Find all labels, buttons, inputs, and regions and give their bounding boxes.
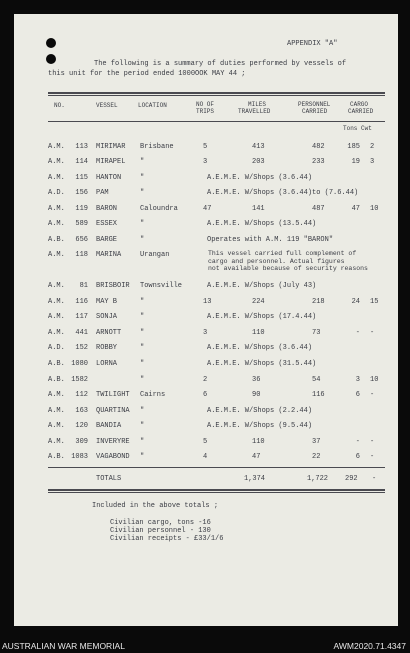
cell-trips: 5 bbox=[203, 143, 208, 151]
cell-trips: 3 bbox=[203, 158, 208, 166]
cell-location: " bbox=[140, 329, 145, 337]
cell-miles: 203 bbox=[252, 158, 265, 166]
cell-tons: - bbox=[355, 329, 360, 337]
cell-remark: A.E.M.E. W/Shops (3.6.44) bbox=[207, 344, 313, 352]
cell-number: 309 bbox=[75, 438, 88, 446]
cell-location: Brisbane bbox=[140, 143, 174, 151]
cell-prefix: A.M. bbox=[48, 298, 65, 306]
intro-line-1: The following is a summary of duties performed by vessels of bbox=[94, 60, 347, 68]
cell-number: 112 bbox=[75, 391, 88, 399]
cell-vessel: PAM bbox=[96, 189, 109, 197]
cell-vessel: QUARTINA bbox=[96, 407, 130, 415]
included-line-2: Civilian personnel - 130 bbox=[110, 527, 211, 535]
cell-number: 117 bbox=[75, 313, 88, 321]
totals-personnel: 1,722 bbox=[307, 475, 329, 483]
cell-tons: 6 bbox=[355, 391, 360, 399]
cell-prefix: A.M. bbox=[48, 174, 65, 182]
cell-personnel: 487 bbox=[312, 205, 325, 213]
cell-remark: A.E.M.E. W/Shops (9.5.44) bbox=[207, 422, 313, 430]
cell-number: 152 bbox=[75, 344, 88, 352]
cell-cwt: 15 bbox=[370, 298, 379, 306]
cell-vessel: LORNA bbox=[96, 360, 118, 368]
cell-cwt: 2 bbox=[370, 143, 375, 151]
cell-remark: Operates with A.M. 119 "BARON" bbox=[207, 236, 334, 244]
header-no: NO. bbox=[54, 102, 65, 109]
cell-location: " bbox=[140, 220, 145, 228]
cell-location: " bbox=[140, 189, 145, 197]
cell-number: 441 bbox=[75, 329, 88, 337]
cell-tons: 19 bbox=[351, 158, 360, 166]
cell-number: 116 bbox=[75, 298, 88, 306]
cell-vessel: VAGABOND bbox=[96, 453, 130, 461]
cell-vessel: MAY B bbox=[96, 298, 118, 306]
cell-miles: 413 bbox=[252, 143, 265, 151]
cell-trips: 5 bbox=[203, 438, 208, 446]
cell-prefix: A.D. bbox=[48, 344, 65, 352]
cell-personnel: 54 bbox=[312, 376, 321, 384]
cell-location: " bbox=[140, 298, 145, 306]
cell-tons: - bbox=[355, 438, 360, 446]
cell-location: " bbox=[140, 158, 145, 166]
header-rule-bottom bbox=[48, 121, 385, 122]
cell-tons: 185 bbox=[347, 143, 360, 151]
cell-number: 114 bbox=[75, 158, 88, 166]
cell-prefix: A.M. bbox=[48, 329, 65, 337]
appendix-label: APPENDIX "A" bbox=[287, 40, 338, 48]
cell-location: " bbox=[140, 407, 145, 415]
cell-personnel: 233 bbox=[312, 158, 325, 166]
cell-personnel: 482 bbox=[312, 143, 325, 151]
cell-location: Caloundra bbox=[140, 205, 178, 213]
header-trips-2: TRIPS bbox=[196, 108, 215, 115]
cell-vessel: MIRIMAR bbox=[96, 143, 126, 151]
cell-miles: 36 bbox=[252, 376, 261, 384]
cell-number: 118 bbox=[75, 251, 88, 259]
cell-trips: 3 bbox=[203, 329, 208, 337]
cell-cwt: - bbox=[370, 391, 375, 399]
totals-cwt: - bbox=[372, 475, 377, 483]
cell-cwt: - bbox=[370, 329, 375, 337]
cell-prefix: A.D. bbox=[48, 189, 65, 197]
cell-prefix: A.M. bbox=[48, 205, 65, 213]
cell-location: " bbox=[140, 360, 145, 368]
cell-location: Urangan bbox=[140, 251, 170, 259]
cell-miles: 110 bbox=[252, 438, 265, 446]
cell-number: 156 bbox=[75, 189, 88, 197]
cell-location: " bbox=[140, 174, 145, 182]
included-line-3: Civilian receipts - £33/1/6 bbox=[110, 535, 224, 543]
header-rule-top-2 bbox=[48, 95, 385, 96]
cell-location: " bbox=[140, 344, 145, 352]
cell-number: 115 bbox=[75, 174, 88, 182]
cell-remark: A.E.M.E. W/Shops (3.6.44)to (7.6.44) bbox=[207, 189, 359, 197]
cell-tons: 24 bbox=[351, 298, 360, 306]
footer-institution: AUSTRALIAN WAR MEMORIAL bbox=[2, 641, 125, 651]
header-vessel: VESSEL bbox=[96, 102, 118, 109]
cell-prefix: A.B. bbox=[48, 236, 65, 244]
cell-remark: A.E.M.E. W/Shops (2.2.44) bbox=[207, 407, 313, 415]
cell-miles: 47 bbox=[252, 453, 261, 461]
header-location: LOCATION bbox=[138, 102, 167, 109]
cell-number: 113 bbox=[75, 143, 88, 151]
cell-prefix: A.M. bbox=[48, 220, 65, 228]
totals-rule-bottom-2 bbox=[48, 492, 385, 493]
cell-location: " bbox=[140, 422, 145, 430]
cell-remark: A.E.M.E. W/Shops (July 43) bbox=[207, 282, 317, 290]
cell-prefix: A.M. bbox=[48, 313, 65, 321]
cell-prefix: A.M. bbox=[48, 251, 65, 259]
punch-hole-top bbox=[46, 38, 56, 48]
cell-location: " bbox=[140, 313, 145, 321]
totals-miles: 1,374 bbox=[244, 475, 266, 483]
header-units: Tons Cwt bbox=[343, 125, 372, 132]
cell-vessel: BARON bbox=[96, 205, 118, 213]
cell-vessel: INVERYRE bbox=[96, 438, 130, 446]
cell-prefix: A.M. bbox=[48, 422, 65, 430]
cell-number: 1080 bbox=[71, 360, 88, 368]
header-personnel-1: PERSONNEL bbox=[298, 101, 331, 108]
cell-vessel: ESSEX bbox=[96, 220, 118, 228]
cell-cwt: - bbox=[370, 453, 375, 461]
cell-cwt: 10 bbox=[370, 376, 379, 384]
cell-number: 163 bbox=[75, 407, 88, 415]
cell-cwt: 10 bbox=[370, 205, 379, 213]
cell-vessel: MARINA bbox=[96, 251, 122, 259]
cell-remark: A.E.M.E. W/Shops (3.6.44) bbox=[207, 174, 313, 182]
cell-tons: 3 bbox=[355, 376, 360, 384]
cell-miles: 224 bbox=[252, 298, 265, 306]
intro-line-2: this unit for the period ended 1000OOK MAY 44 ; bbox=[48, 70, 246, 78]
cell-number: 81 bbox=[79, 282, 88, 290]
header-cargo-1: CARGO bbox=[350, 101, 369, 108]
cell-prefix: A.B. bbox=[48, 376, 65, 384]
cell-cwt: 3 bbox=[370, 158, 375, 166]
cell-prefix: A.M. bbox=[48, 407, 65, 415]
cell-miles: 90 bbox=[252, 391, 261, 399]
cell-miles: 141 bbox=[252, 205, 265, 213]
cell-number: 120 bbox=[75, 422, 88, 430]
header-personnel-2: CARRIED bbox=[302, 108, 328, 115]
cell-prefix: A.M. bbox=[48, 438, 65, 446]
cell-vessel: SONJA bbox=[96, 313, 118, 321]
cell-cwt: - bbox=[370, 438, 375, 446]
punch-hole-bottom bbox=[46, 54, 56, 64]
cell-vessel: BRISBOIR bbox=[96, 282, 130, 290]
cell-trips: 2 bbox=[203, 376, 208, 384]
cell-number: 589 bbox=[75, 220, 88, 228]
cell-number: 1083 bbox=[71, 453, 88, 461]
header-cargo-2: CARRIED bbox=[348, 108, 374, 115]
cell-prefix: A.M. bbox=[48, 282, 65, 290]
cell-location: " bbox=[140, 438, 145, 446]
cell-trips: 13 bbox=[203, 298, 212, 306]
header-trips-1: NO OF bbox=[196, 101, 215, 108]
header-rule-top bbox=[48, 92, 385, 94]
cell-vessel: BARGE bbox=[96, 236, 118, 244]
cell-location: " bbox=[140, 376, 145, 384]
cell-remark: A.E.M.E. W/Shops (13.5.44) bbox=[207, 220, 317, 228]
totals-rule-bottom bbox=[48, 489, 385, 491]
cell-location: " bbox=[140, 236, 145, 244]
archive-footer bbox=[0, 640, 410, 653]
cell-vessel: MIRAPEL bbox=[96, 158, 126, 166]
cell-prefix: A.B. bbox=[48, 453, 65, 461]
cell-miles: 110 bbox=[252, 329, 265, 337]
cell-number: 119 bbox=[75, 205, 88, 213]
included-heading: Included in the above totals ; bbox=[92, 502, 219, 510]
cell-prefix: A.M. bbox=[48, 143, 65, 151]
cell-tons: 47 bbox=[351, 205, 360, 213]
cell-vessel: ROBBY bbox=[96, 344, 118, 352]
cell-vessel: TWILIGHT bbox=[96, 391, 130, 399]
cell-vessel: ARNOTT bbox=[96, 329, 122, 337]
cell-vessel: BANDIA bbox=[96, 422, 122, 430]
cell-number: 1582 bbox=[71, 376, 88, 384]
cell-tons: 6 bbox=[355, 453, 360, 461]
cell-location: Cairns bbox=[140, 391, 166, 399]
cell-number: 656 bbox=[75, 236, 88, 244]
cell-trips: 47 bbox=[203, 205, 212, 213]
cell-personnel: 22 bbox=[312, 453, 321, 461]
cell-prefix: A.M. bbox=[48, 158, 65, 166]
cell-remark: A.E.M.E. W/Shops (17.4.44) bbox=[207, 313, 317, 321]
included-line-1: Civilian cargo, tons -16 bbox=[110, 519, 211, 527]
header-miles-1: MILES bbox=[248, 101, 267, 108]
cell-location: " bbox=[140, 453, 145, 461]
marina-security-note: This vessel carried full complement of cargo and personnel. Actual figures not available because of security reasons bbox=[208, 250, 368, 272]
cell-personnel: 37 bbox=[312, 438, 321, 446]
totals-label: TOTALS bbox=[96, 475, 122, 483]
cell-personnel: 218 bbox=[312, 298, 325, 306]
cell-prefix: A.B. bbox=[48, 360, 65, 368]
cell-prefix: A.M. bbox=[48, 391, 65, 399]
cell-trips: 6 bbox=[203, 391, 208, 399]
cell-personnel: 116 bbox=[312, 391, 325, 399]
totals-rule-top bbox=[48, 467, 385, 468]
header-miles-2: TRAVELLED bbox=[238, 108, 271, 115]
cell-personnel: 73 bbox=[312, 329, 321, 337]
cell-vessel: HANTON bbox=[96, 174, 122, 182]
totals-tons: 292 bbox=[345, 475, 358, 483]
cell-remark: A.E.M.E. W/Shops (31.5.44) bbox=[207, 360, 317, 368]
cell-location: Townsville bbox=[140, 282, 183, 290]
cell-trips: 4 bbox=[203, 453, 208, 461]
footer-accession-number: AWM2020.71.4347 bbox=[333, 641, 406, 651]
